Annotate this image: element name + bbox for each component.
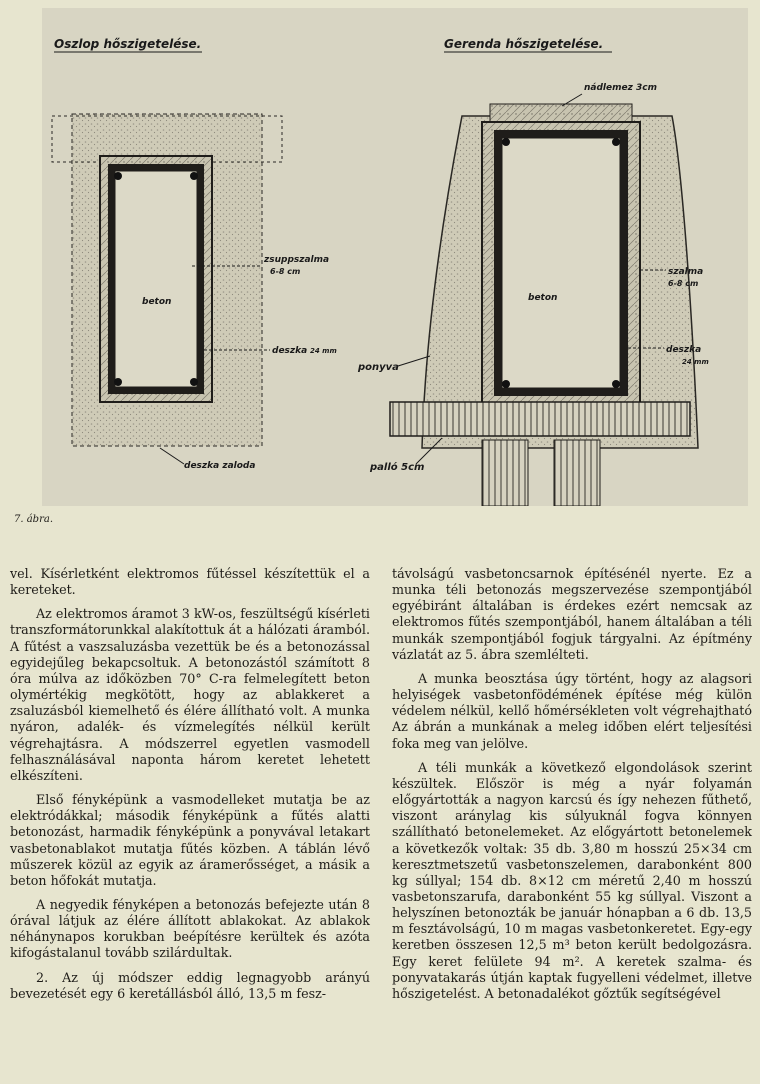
left-deszka-size: 24 mm xyxy=(310,347,337,355)
szalma-size: 6-8 cm xyxy=(668,279,699,288)
ponyva-label: ponyva xyxy=(358,362,399,373)
paragraph: A negyedik fényképen a betonozás befejezte után 8 órával látjuk az élére állított ablakokat. Az ablakok néhánynapos korukban beépítésre kerültek és azóta kifogástalanul tovább szilárdultak. xyxy=(10,896,370,961)
paragraph: vel. Kísérletként elektromos fűtéssel készítettük el a kereteket. xyxy=(10,566,370,598)
szalma-label: szalma xyxy=(668,267,704,277)
reed-mat xyxy=(490,104,632,122)
zsuppszalma-label: zsuppszalma xyxy=(264,255,330,265)
left-support-post xyxy=(482,440,528,506)
deszka-zaloda-label: deszka zaloda xyxy=(184,461,256,471)
pallo-label: palló 5cm xyxy=(370,462,425,473)
paragraph: 2. Az új módszer eddig legnagyobb arányú bevezetését egy 6 keretállásból álló, 13,5 m fesz- xyxy=(10,969,370,1001)
technical-drawing xyxy=(42,8,748,506)
paragraph: távolságú vasbetoncsarnok építésénél nyerte. Ez a munka téli betonozás megszervezése szempontjából egyébiránt általában is érdekes ezért nemcsak az elektromos fűtés szempontjából, hanem általában a téli munkák szempontjából fogjuk tárgyalni. Az építmény vázlatát az 5. ábra szemlélteti. xyxy=(392,566,752,662)
nadlemez-label: nádlemez 3cm xyxy=(584,83,657,93)
right-drawing-title: Gerenda hőszigetelése. xyxy=(444,37,604,51)
paragraph: A munka beosztása úgy történt, hogy az alagsori helyiségek vasbetonfödémének építése még külön védelem nélkül, kellő hőmérsékleten volt végrehajtható Az ábrán a munkának a meleg időben elért teljesítési foka meg van jelölve. xyxy=(392,670,752,751)
zsuppszalma-size: 6-8 cm xyxy=(270,267,301,276)
plank-base xyxy=(390,402,690,436)
left-drawing-title: Oszlop hőszigetelése. xyxy=(54,37,202,51)
left-beton-label: beton xyxy=(142,297,172,307)
paragraph: Az elektromos áramot 3 kW-os, feszültségű kísérleti transzformátorunkkal alakítottuk át a hálózati áramból. A fűtést a vaszsaluzásba vezettük be és a betonozással egyidejűleg bekapcsoltuk. A betonozástól számított 8 óra múlva az időközben 70° C-ra felmelegített beton olymértékig megkötött, hogy az ablakkeret a zsaluzásból kiemelhető és élére állítható volt. A munka nyáron, adalék- és vízmelegítés nélkül került végrehajtásra. A módszerrel egyetlen vasmodell felhasználásával naponta három keretet lehetett elkészíteni. xyxy=(10,606,370,783)
left-text-column xyxy=(10,566,370,1002)
right-deszka-size: 24 mm xyxy=(682,358,709,366)
right-support-post xyxy=(554,440,600,506)
paragraph: Első fényképünk a vasmodelleket mutatja be az elektródákkal; második fényképünk a fűtés alatti betonozást, harmadik fényképünk a ponyvával letakart vasbetonablakot mutatja fűtés közben. A táblán lévő műszerek közül az egyik az áramerősséget, a másik a beton hőfokát mutatja. xyxy=(10,792,370,888)
right-deszka-label: deszka xyxy=(666,345,702,355)
right-beton-label: beton xyxy=(528,293,558,303)
paragraph: A téli munkák a következő elgondolások szerint készültek. Először is még a nyár folyamán előgyártották a nagyon karcsú és így nehezen fűthető, viszont aránylag kis súlyuknál fogva könnyen szállítható betonelemeket. Az előgyártott betonelemek a következők voltak: 35 db. 3,80 m hosszú 25×34 cm keresztmetszetű vasbetonszelemen, darabonként 800 kg súllyal; 154 db. 8×12 cm méretű 2,40 m hosszú vasbetonszarufa, darabonként 55 kg súllyal. Viszont a helyszínen betonozták be január hónapban a 6 db. 13,5 m fesztávolságú, 10 m magas vasbetonkeretet. Egy-egy keretben összesen 12,5 m³ beton került bedolgozásra. Egy keret felülete 94 m². A keretek szalma- és ponyvatakarás útján kaptak fugyelleni védelmet, illetve hőszigetelést. A betonadalékot gőztűk segítségével xyxy=(392,759,752,1001)
right-text-column xyxy=(392,566,752,1002)
left-deszka-label: deszka xyxy=(272,346,308,356)
figure-caption: 7. ábra. xyxy=(14,514,54,525)
